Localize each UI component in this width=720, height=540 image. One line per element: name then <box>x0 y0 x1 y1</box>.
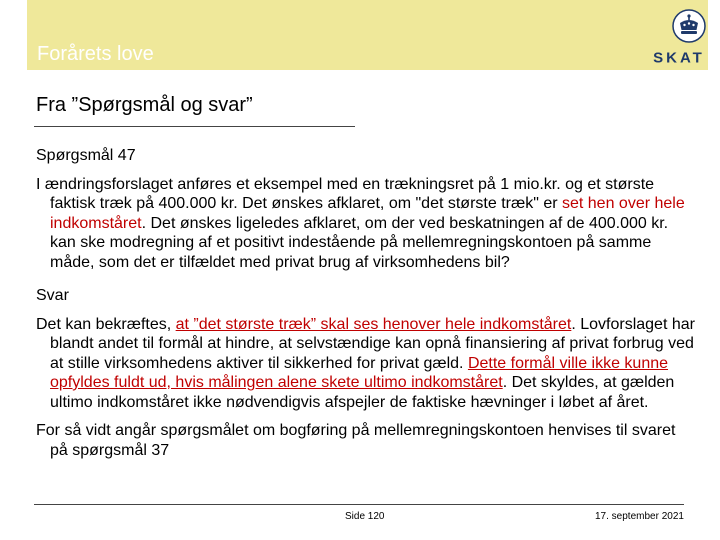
answer-text <box>36 315 696 413</box>
skat-logo <box>645 50 713 64</box>
reference-note: For så vidt angår spørgsmålet om bogføring på mellemregningskontoen henvises til svaret på spørgsmål 37 <box>36 422 676 459</box>
question-text-part-2: . Det ønskes ligeledes afklaret, om der ved beskatningen af de 400.000 kr. kan ske modregning af et positivt indestående på mellemregningskontoen på samme måde, som det er tilfældet med privat brug af virksomhedens bil? <box>50 214 669 271</box>
answer-text-part-1: Det kan bekræftes, <box>36 315 176 333</box>
question-highlight: set hen over hele indkomståret <box>50 195 685 232</box>
skat-crown-icon <box>671 8 707 44</box>
document-body <box>36 146 696 460</box>
section-subtitle: Fra ”Spørgsmål og svar” <box>36 94 253 116</box>
question-text <box>36 175 696 273</box>
answer-heading: Svar <box>36 287 69 304</box>
answer-highlight-1: at ”det største træk” skal ses henover hele indkomståret <box>175 315 572 333</box>
footer-date: 17. september 2021 <box>595 511 684 522</box>
footer-divider <box>34 504 684 505</box>
header-banner <box>27 0 708 70</box>
subtitle-divider <box>34 126 355 127</box>
page-title: Forårets love <box>37 43 154 65</box>
answer-text-part-2: . Lovforslaget har blandt andet til formål at hindre, at selvstændige kan opnå finansiering af privat forbrug ved at stille virksomhedens aktiver til sikkerhed for privat gæld. <box>50 315 695 372</box>
answer-highlight-2: Dette formål ville ikke kunne opfyldes fuldt ud, hvis målingen alene skete ultimo indkomståret <box>50 354 669 391</box>
answer-text-part-3: . Det skyldes, at gælden ultimo indkomståret ikke nødvendigvis afspejler de faktiske hævninger i løbet af året. <box>50 374 675 411</box>
question-heading: Spørgsmål 47 <box>36 147 136 164</box>
question-text-part-1: I ændringsforslaget anføres et eksempel med en trækningsret på 1 mio.kr. og et største faktisk træk på 400.000 kr. Det ønskes afklaret, om "det største træk" er <box>36 175 655 212</box>
skat-logo-text: SKAT <box>653 50 705 64</box>
page-number: Side 120 <box>345 511 385 522</box>
